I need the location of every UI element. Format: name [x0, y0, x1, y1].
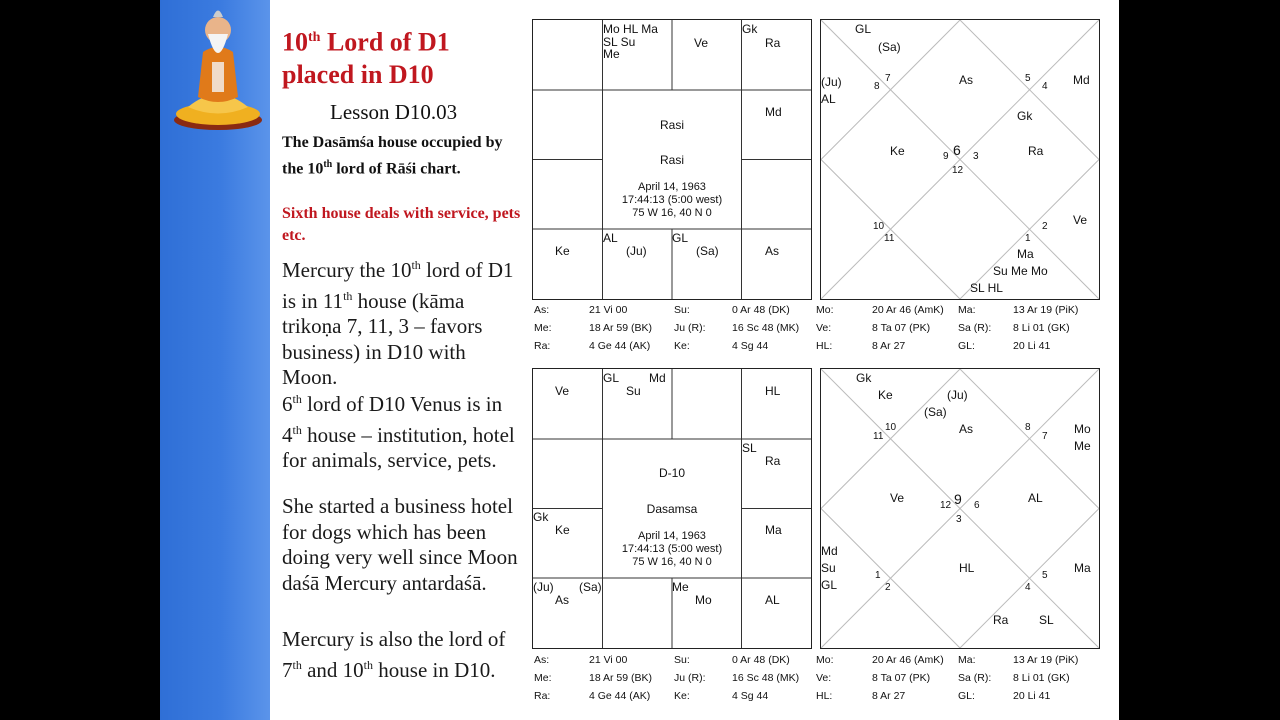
rasi-north-house-num: 3	[973, 151, 979, 162]
table-cell: GL:	[958, 690, 975, 702]
d10-north-house-num: 2	[885, 582, 891, 593]
d10-cell-aries-su: Su	[626, 384, 641, 398]
table-cell: Mo:	[816, 304, 834, 316]
table-cell: Ve:	[816, 672, 832, 684]
rasi-cell-cancer: Md	[765, 105, 782, 119]
rasi-north-ju: (Ju)	[821, 75, 842, 89]
rasi-cell-pisces-line2: SL Su	[603, 35, 636, 49]
rasi-positions-table	[532, 304, 1102, 358]
table-cell: Sa (R):	[958, 672, 992, 684]
rasi-center-title: Rasi	[659, 118, 684, 132]
rasi-cell-taurus: Ve	[694, 36, 709, 50]
d10-north-ve: Ve	[890, 491, 905, 505]
d10-center-title: D-10	[658, 466, 685, 480]
d10-north-house-num: 4	[1025, 582, 1031, 593]
d10-south-chart	[532, 368, 812, 649]
d10-north-house-num: 11	[873, 431, 884, 442]
d10-cell-cancer-ra: Ra	[765, 454, 781, 468]
rasi-cell-gemini-ra: Ra	[765, 36, 781, 50]
d10-cell-libra-mo: Mo	[695, 593, 712, 607]
rasi-north-as: As	[959, 73, 974, 87]
d10-cell-pisces: Ve	[555, 384, 570, 398]
d10-north-mo: Mo	[1074, 422, 1091, 436]
rasi-north-house-num: 4	[1042, 81, 1048, 92]
d10-north-house-num: 1	[875, 570, 881, 581]
paragraph-business: She started a business hotel for dogs which has been doing very well since Moon daśā Mercury antardaśā.	[282, 494, 518, 595]
table-cell: Ju (R):	[674, 322, 706, 334]
table-cell: Ra:	[534, 340, 551, 352]
table-cell: Ma:	[958, 654, 976, 666]
rasi-north-su-me-mo: Su Me Mo	[993, 264, 1048, 278]
table-cell: Sa (R):	[958, 322, 992, 334]
d10-north-house-num: 8	[1025, 422, 1031, 433]
rasi-birth-place: 75 W 16, 40 N 0	[632, 207, 712, 219]
slide	[160, 0, 1119, 720]
table-cell: 8 Ta 07 (PK)	[872, 672, 931, 684]
table-cell: Me:	[534, 672, 552, 684]
paragraph-venus: 6th lord of D10 Venus is in 4th house – institution, hotel for animals, service, pets.	[282, 392, 515, 472]
d10-cell-aries-md: Md	[649, 371, 666, 385]
table-cell: 13 Ar 19 (PiK)	[1013, 654, 1079, 666]
table-cell: 4 Ge 44 (AK)	[589, 340, 651, 352]
d10-north-me: Me	[1074, 439, 1091, 453]
d10-north-chart	[820, 368, 1100, 649]
d10-cell-sagittarius-ju: (Ju)	[533, 580, 554, 594]
table-cell: Ke:	[674, 340, 690, 352]
table-cell: 16 Sc 48 (MK)	[732, 672, 800, 684]
table-cell: GL:	[958, 340, 975, 352]
rasi-north-house-num: 6	[953, 142, 961, 158]
d10-positions-table	[532, 654, 1102, 708]
d10-cell-virgo: AL	[765, 593, 780, 607]
table-cell: 18 Ar 59 (BK)	[589, 672, 653, 684]
d10-north-ju: (Ju)	[947, 388, 968, 402]
rasi-north-al: AL	[821, 92, 836, 106]
d10-north-ke: Ke	[878, 388, 893, 402]
d10-north-md: Md	[821, 544, 838, 558]
table-cell: Ke:	[674, 690, 690, 702]
rasi-cell-sagittarius: Ke	[555, 244, 570, 258]
table-cell: 21 Vi 00	[589, 304, 628, 316]
table-cell: 20 Li 41	[1013, 340, 1051, 352]
rasi-north-ra: Ra	[1028, 144, 1044, 158]
paragraph-mercury: Mercury the 10th lord of D1 is in 11th house (kāma trikoṇa 7, 11, 3 – favors business) in D10 with Moon.	[282, 258, 514, 389]
d10-cell-libra-me: Me	[672, 580, 689, 594]
rasi-cell-virgo: As	[765, 244, 780, 258]
rasi-north-ke: Ke	[890, 144, 905, 158]
d10-north-house-num: 9	[954, 491, 962, 507]
d10-north-al: AL	[1028, 491, 1043, 505]
table-cell: 20 Li 41	[1013, 690, 1051, 702]
rasi-cell-pisces-line1: Mo HL Ma	[603, 22, 658, 36]
table-cell: 20 Ar 46 (AmK)	[872, 654, 944, 666]
d10-north-su: Su	[821, 561, 836, 575]
d10-north-hl: HL	[959, 561, 975, 575]
d10-north-ra: Ra	[993, 613, 1009, 627]
rasi-north-house-num: 7	[885, 73, 891, 84]
d10-birth-time: 17:44:13 (5:00 west)	[621, 543, 723, 555]
d10-cell-sagittarius-sa: (Sa)	[579, 580, 602, 594]
table-cell: Ma:	[958, 304, 976, 316]
d10-cell-sagittarius-as: As	[555, 593, 570, 607]
rasi-cell-gemini-gk: Gk	[742, 22, 758, 36]
rasi-north-house-num: 1	[1025, 233, 1031, 244]
d10-cell-capricorn-gk: Gk	[533, 510, 549, 524]
paragraph-lordship: Mercury is also the lord of 7th and 10th house in D10.	[282, 627, 506, 682]
d10-north-grid	[821, 369, 1099, 648]
rasi-birth-date: April 14, 1963	[638, 181, 706, 193]
table-cell: HL:	[816, 340, 833, 352]
rasi-north-house-num: 10	[873, 221, 885, 232]
table-cell: 18 Ar 59 (BK)	[589, 322, 653, 334]
d10-cell-aries-gl: GL	[603, 371, 620, 385]
intro-text: The Dasāmśa house occupied by the 10th lord of Rāśi chart.	[282, 134, 503, 178]
d10-north-house-num: 6	[974, 500, 980, 511]
rasi-cell-pisces-line3: Me	[603, 47, 620, 61]
table-cell: 8 Li 01 (GK)	[1013, 672, 1070, 684]
rasi-center-subtitle: Rasi	[659, 153, 684, 167]
d10-north-ma: Ma	[1074, 561, 1091, 575]
table-cell: Su:	[674, 654, 690, 666]
table-cell: 8 Ta 07 (PK)	[872, 322, 931, 334]
table-cell: Ra:	[534, 690, 551, 702]
table-cell: HL:	[816, 690, 833, 702]
rasi-north-house-num: 2	[1042, 221, 1048, 232]
table-cell: As:	[534, 654, 550, 666]
table-cell: Ju (R):	[674, 672, 706, 684]
rasi-south-chart	[532, 19, 812, 300]
table-cell: 0 Ar 48 (DK)	[732, 654, 790, 666]
rasi-cell-libra-sa: (Sa)	[696, 244, 719, 258]
lesson-label: Lesson D10.03	[330, 100, 458, 124]
d10-cell-gemini: HL	[765, 384, 781, 398]
rasi-north-chart	[820, 19, 1100, 300]
d10-center-subtitle: Dasamsa	[646, 502, 698, 516]
rasi-north-md: Md	[1073, 73, 1090, 87]
d10-cell-capricorn-ke: Ke	[555, 523, 570, 537]
table-cell: 8 Ar 27	[872, 690, 906, 702]
rasi-north-house-num: 8	[874, 81, 880, 92]
d10-north-gk: Gk	[856, 371, 872, 385]
d10-north-sa: (Sa)	[924, 405, 947, 419]
d10-north-sl: SL	[1039, 613, 1054, 627]
d10-north-house-num: 10	[885, 422, 897, 433]
d10-birth-place: 75 W 16, 40 N 0	[632, 556, 712, 568]
rasi-north-house-num: 5	[1025, 73, 1031, 84]
table-cell: 21 Vi 00	[589, 654, 628, 666]
table-cell: 8 Ar 27	[872, 340, 906, 352]
table-cell: 20 Ar 46 (AmK)	[872, 304, 944, 316]
rasi-north-house-num: 9	[943, 151, 949, 162]
rasi-birth-time: 17:44:13 (5:00 west)	[621, 194, 723, 206]
table-cell: Mo:	[816, 654, 834, 666]
table-cell: 13 Ar 19 (PiK)	[1013, 304, 1079, 316]
table-cell: Ve:	[816, 322, 832, 334]
rasi-cell-scorpio-al: AL	[603, 231, 618, 245]
d10-north-house-num: 5	[1042, 570, 1048, 581]
rasi-north-house-num: 11	[884, 233, 895, 244]
table-cell: 8 Li 01 (GK)	[1013, 322, 1070, 334]
d10-north-house-num: 12	[940, 500, 952, 511]
rasi-north-grid	[821, 20, 1099, 299]
table-cell: 4 Sg 44	[732, 340, 769, 352]
rasi-north-sl-hl: SL HL	[970, 281, 1003, 295]
table-cell: 16 Sc 48 (MK)	[732, 322, 800, 334]
table-cell: Me:	[534, 322, 552, 334]
d10-north-house-num: 3	[956, 514, 962, 525]
rasi-north-house-num: 12	[952, 165, 964, 176]
table-cell: 0 Ar 48 (DK)	[732, 304, 790, 316]
rasi-north-ve: Ve	[1073, 213, 1088, 227]
d10-cell-cancer-sl: SL	[742, 441, 757, 455]
d10-birth-date: April 14, 1963	[638, 530, 706, 542]
rasi-north-gk: Gk	[1017, 109, 1033, 123]
rasi-north-ma: Ma	[1017, 247, 1034, 261]
rasi-cell-scorpio-ju: (Ju)	[626, 244, 647, 258]
rasi-north-gl: GL	[855, 22, 872, 36]
d10-north-gl: GL	[821, 578, 838, 592]
rasi-north-sa: (Sa)	[878, 40, 901, 54]
highlight-text: Sixth house deals with service, pets etc.	[282, 205, 521, 244]
table-cell: 4 Sg 44	[732, 690, 769, 702]
slide-title: 10th Lord of D1 placed in D10	[282, 27, 450, 89]
table-cell: Su:	[674, 304, 690, 316]
d10-cell-leo: Ma	[765, 523, 782, 537]
sage-illustration	[168, 2, 268, 134]
d10-north-house-num: 7	[1042, 431, 1048, 442]
table-cell: 4 Ge 44 (AK)	[589, 690, 651, 702]
table-cell: As:	[534, 304, 550, 316]
rasi-cell-libra-gl: GL	[672, 231, 689, 245]
d10-north-as: As	[959, 422, 974, 436]
